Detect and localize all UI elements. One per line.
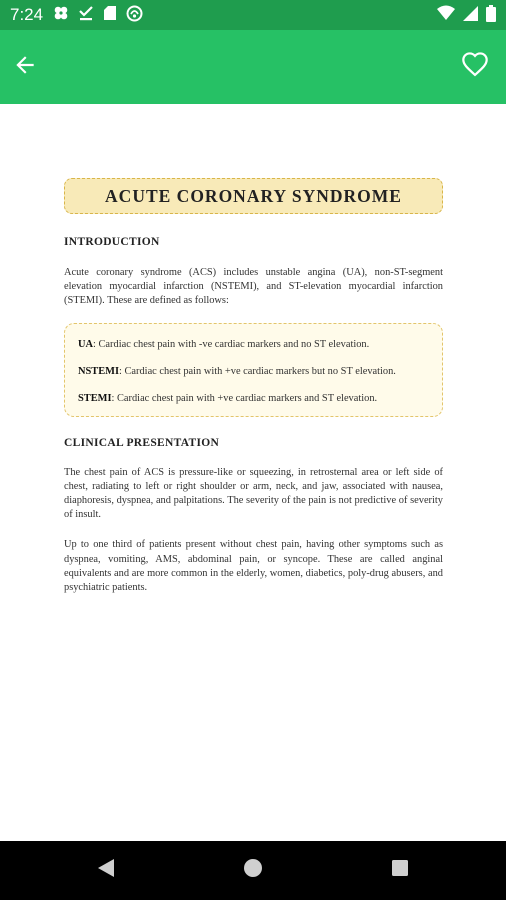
definition-nstemi [78, 365, 429, 379]
vpn-lock-icon [126, 5, 143, 26]
clinical-presentation-heading: CLINICAL PRESENTATION [64, 436, 220, 449]
nav-recents-button[interactable] [385, 855, 415, 885]
definition-text: : Cardiac chest pain with -ve cardiac markers and no ST elevation. [93, 338, 370, 350]
definitions-box [64, 323, 443, 417]
navigation-bar [0, 841, 506, 900]
favorite-button[interactable] [460, 52, 490, 82]
home-circle-icon [243, 858, 263, 882]
back-button[interactable] [10, 52, 40, 82]
introduction-heading: INTRODUCTION [64, 236, 160, 248]
app-bar [0, 30, 506, 104]
download-done-icon [78, 5, 94, 25]
definition-term: NSTEMI [78, 365, 119, 377]
document-viewer[interactable] [0, 104, 506, 841]
pinwheel-icon [53, 5, 69, 25]
definition-stemi [78, 392, 429, 406]
definition-term: STEMI [78, 392, 112, 404]
document-page [64, 178, 443, 595]
definition-text: : Cardiac chest pain with +ve cardiac markers but no ST elevation. [119, 365, 396, 377]
title-banner [64, 178, 443, 214]
arrow-back-icon [12, 52, 38, 82]
clinical-paragraph-1: The chest pain of ACS is pressure-like or squeezing, in retrosternal area or left side of chest, radiating to left or right shoulder or arm, neck, and jaw, associated with nausea, diaphoresis, dyspnea, and palpitations. The severity of the pain is not predictive of severity of insult. [64, 466, 443, 521]
document-title: ACUTE CORONARY SYNDROME [105, 185, 402, 206]
back-triangle-icon [97, 858, 115, 882]
definition-ua [78, 338, 429, 352]
nav-back-button[interactable] [91, 855, 121, 885]
clinical-paragraph-2: Up to one third of patients present without chest pain, having other symptoms such as dyspnea, vomiting, AMS, abdominal pain, or syncope. These are called anginal equivalents and are more common in the elderly, women, diabetics, poly-drug abusers, and psychiatric patients. [64, 539, 443, 594]
introduction-paragraph: Acute coronary syndrome (ACS) includes unstable angina (UA), non-ST-segment elevation myocardial infarction (NSTEMI), and ST-elevation myocardial infarction (STEMI). These are defined as follows: [64, 267, 443, 307]
recents-square-icon [391, 859, 409, 881]
heart-outline-icon [461, 51, 489, 83]
definition-text: : Cardiac chest pain with +ve cardiac markers and ST elevation. [111, 392, 378, 404]
battery-icon [486, 5, 496, 26]
sd-card-icon [103, 5, 117, 25]
wifi-icon [437, 5, 455, 25]
status-bar [0, 0, 506, 30]
definition-term: UA [78, 338, 94, 350]
status-time: 7:24 [10, 5, 44, 24]
nav-home-button[interactable] [238, 855, 268, 885]
cell-signal-icon [463, 6, 478, 25]
